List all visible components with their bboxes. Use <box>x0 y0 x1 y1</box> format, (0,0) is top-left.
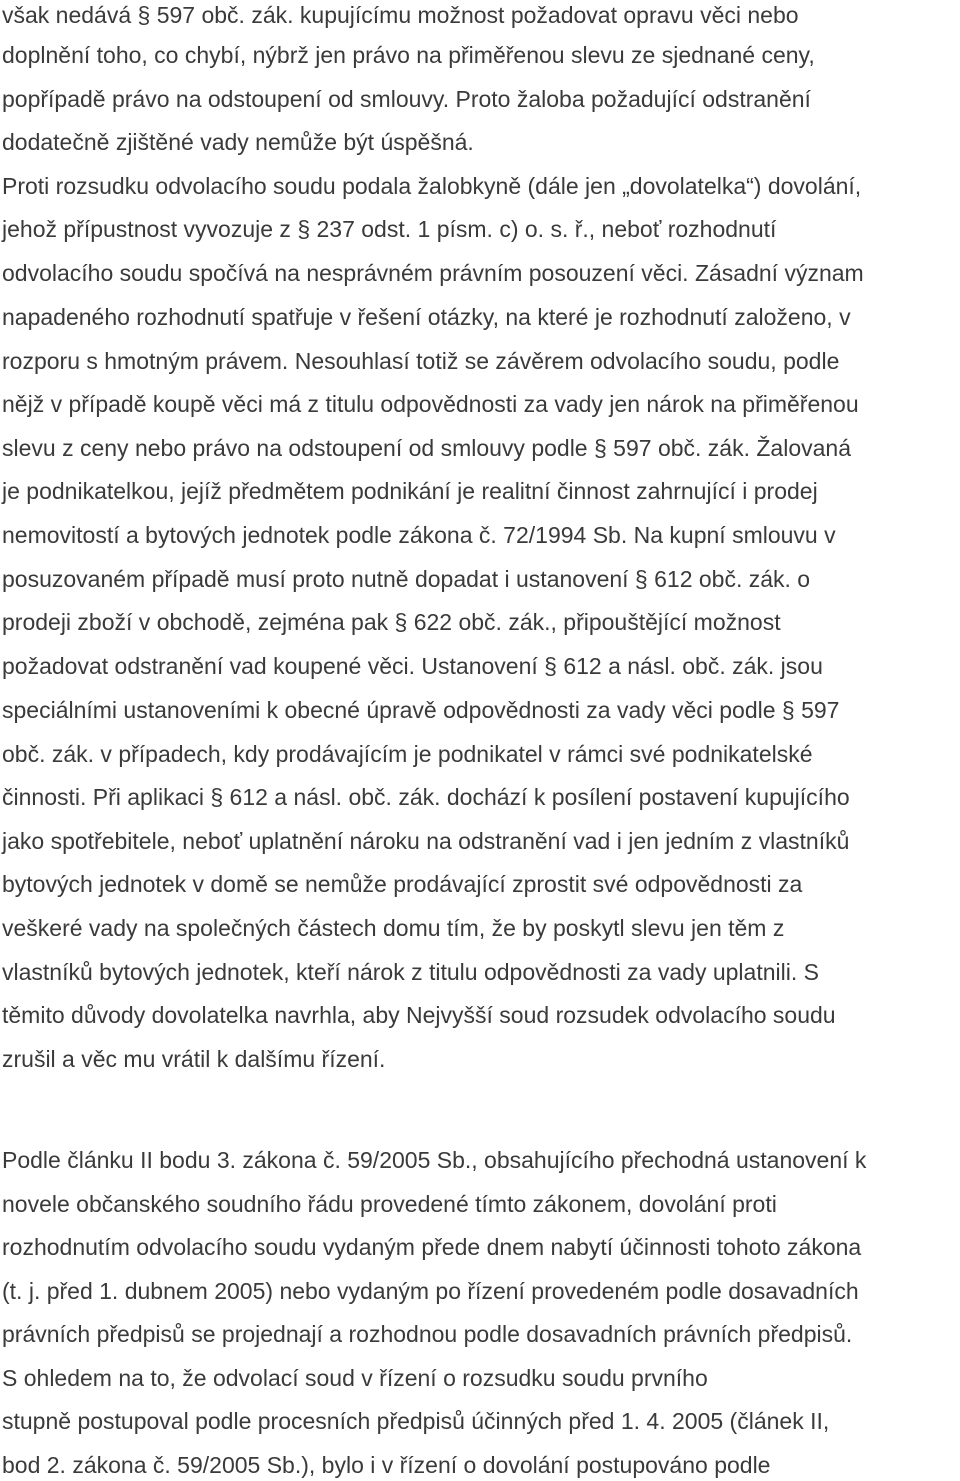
text-line: právních předpisů se projednají a rozhodnou podle dosavadních právních předpisů. <box>2 1321 853 1347</box>
text-line: slevu z ceny nebo právo na odstoupení od smlouvy podle § 597 obč. zák. Žalovaná <box>2 435 851 461</box>
text-line: popřípadě právo na odstoupení od smlouvy. Proto žaloba požadující odstranění <box>2 86 811 112</box>
text-line: požadovat odstranění vad koupené věci. Ustanovení § 612 a násl. obč. zák. jsou <box>2 653 823 679</box>
text-line: rozporu s hmotným právem. Nesouhlasí totiž se závěrem odvolacího soudu, podle <box>2 348 840 374</box>
text-line: však nedává § 597 obč. zák. kupujícímu možnost požadovat opravu věci nebo <box>2 2 799 28</box>
text-line: stupně postupoval podle procesních předpisů účinných před 1. 4. 2005 (článek II, <box>2 1408 830 1434</box>
text-line: prodeji zboží v obchodě, zejména pak § 622 obč. zák., připouštějící možnost <box>2 609 781 635</box>
text-line: odvolacího soudu spočívá na nesprávném právním posouzení věci. Zásadní význam <box>2 260 864 286</box>
text-line: nemovitostí a bytových jednotek podle zákona č. 72/1994 Sb. Na kupní smlouvu v <box>2 522 836 548</box>
text-line: S ohledem na to, že odvolací soud v řízení o rozsudku soudu prvního <box>2 1365 708 1391</box>
text-line: Podle článku II bodu 3. zákona č. 59/2005 Sb., obsahujícího přechodná ustanovení k <box>2 1147 867 1173</box>
text-line: bytových jednotek v domě se nemůže prodávající zprostit své odpovědnosti za <box>2 871 803 897</box>
text-line: Proti rozsudku odvolacího soudu podala žalobkyně (dále jen „dovolatelka“) dovolání, <box>2 173 862 199</box>
text-line: jehož přípustnost vyvozuje z § 237 odst. 1 písm. c) o. s. ř., neboť rozhodnutí <box>2 216 777 242</box>
text-line: posuzovaném případě musí proto nutně dopadat i ustanovení § 612 obč. zák. o <box>2 566 811 592</box>
text-line: je podnikatelkou, jejíž předmětem podnikání je realitní činnost zahrnující i prodej <box>2 478 818 504</box>
text-line: těmito důvody dovolatelka navrhla, aby Nejvyšší soud rozsudek odvolacího soudu <box>2 1002 836 1028</box>
text-line: jako spotřebitele, neboť uplatnění nároku na odstranění vad i jen jedním z vlastníků <box>2 828 850 854</box>
text-line: zrušil a věc mu vrátil k dalšímu řízení. <box>2 1046 386 1072</box>
text-line: napadeného rozhodnutí spatřuje v řešení otázky, na které je rozhodnutí založeno, v <box>2 304 851 330</box>
text-line: bod 2. zákona č. 59/2005 Sb.), bylo i v řízení o dovolání postupováno podle <box>2 1452 771 1478</box>
text-line: novele občanského soudního řádu provedené tímto zákonem, dovolání proti <box>2 1191 777 1217</box>
text-line: doplnění toho, co chybí, nýbrž jen právo na přiměřenou slevu ze sjednané ceny, <box>2 42 815 68</box>
text-line: speciálními ustanoveními k obecné úpravě odpovědnosti za vady věci podle § 597 <box>2 697 840 723</box>
text-line: veškeré vady na společných částech domu tím, že by poskytl slevu jen těm z <box>2 915 785 941</box>
text-line: činnosti. Při aplikaci § 612 a násl. obč. zák. dochází k posílení postavení kupujícího <box>2 784 850 810</box>
text-line: rozhodnutím odvolacího soudu vydaným přede dnem nabytí účinnosti tohoto zákona <box>2 1234 862 1260</box>
text-line: nějž v případě koupě věci má z titulu odpovědnosti za vady jen nárok na přiměřenou <box>2 391 859 417</box>
text-line: obč. zák. v případech, kdy prodávajícím je podnikatel v rámci své podnikatelské <box>2 741 813 767</box>
text-line: dodatečně zjištěné vady nemůže být úspěšná. <box>2 129 474 155</box>
text-line: (t. j. před 1. dubnem 2005) nebo vydaným po řízení provedeném podle dosavadních <box>2 1278 859 1304</box>
text-line: vlastníků bytových jednotek, kteří nárok z titulu odpovědnosti za vady uplatnili. S <box>2 959 819 985</box>
